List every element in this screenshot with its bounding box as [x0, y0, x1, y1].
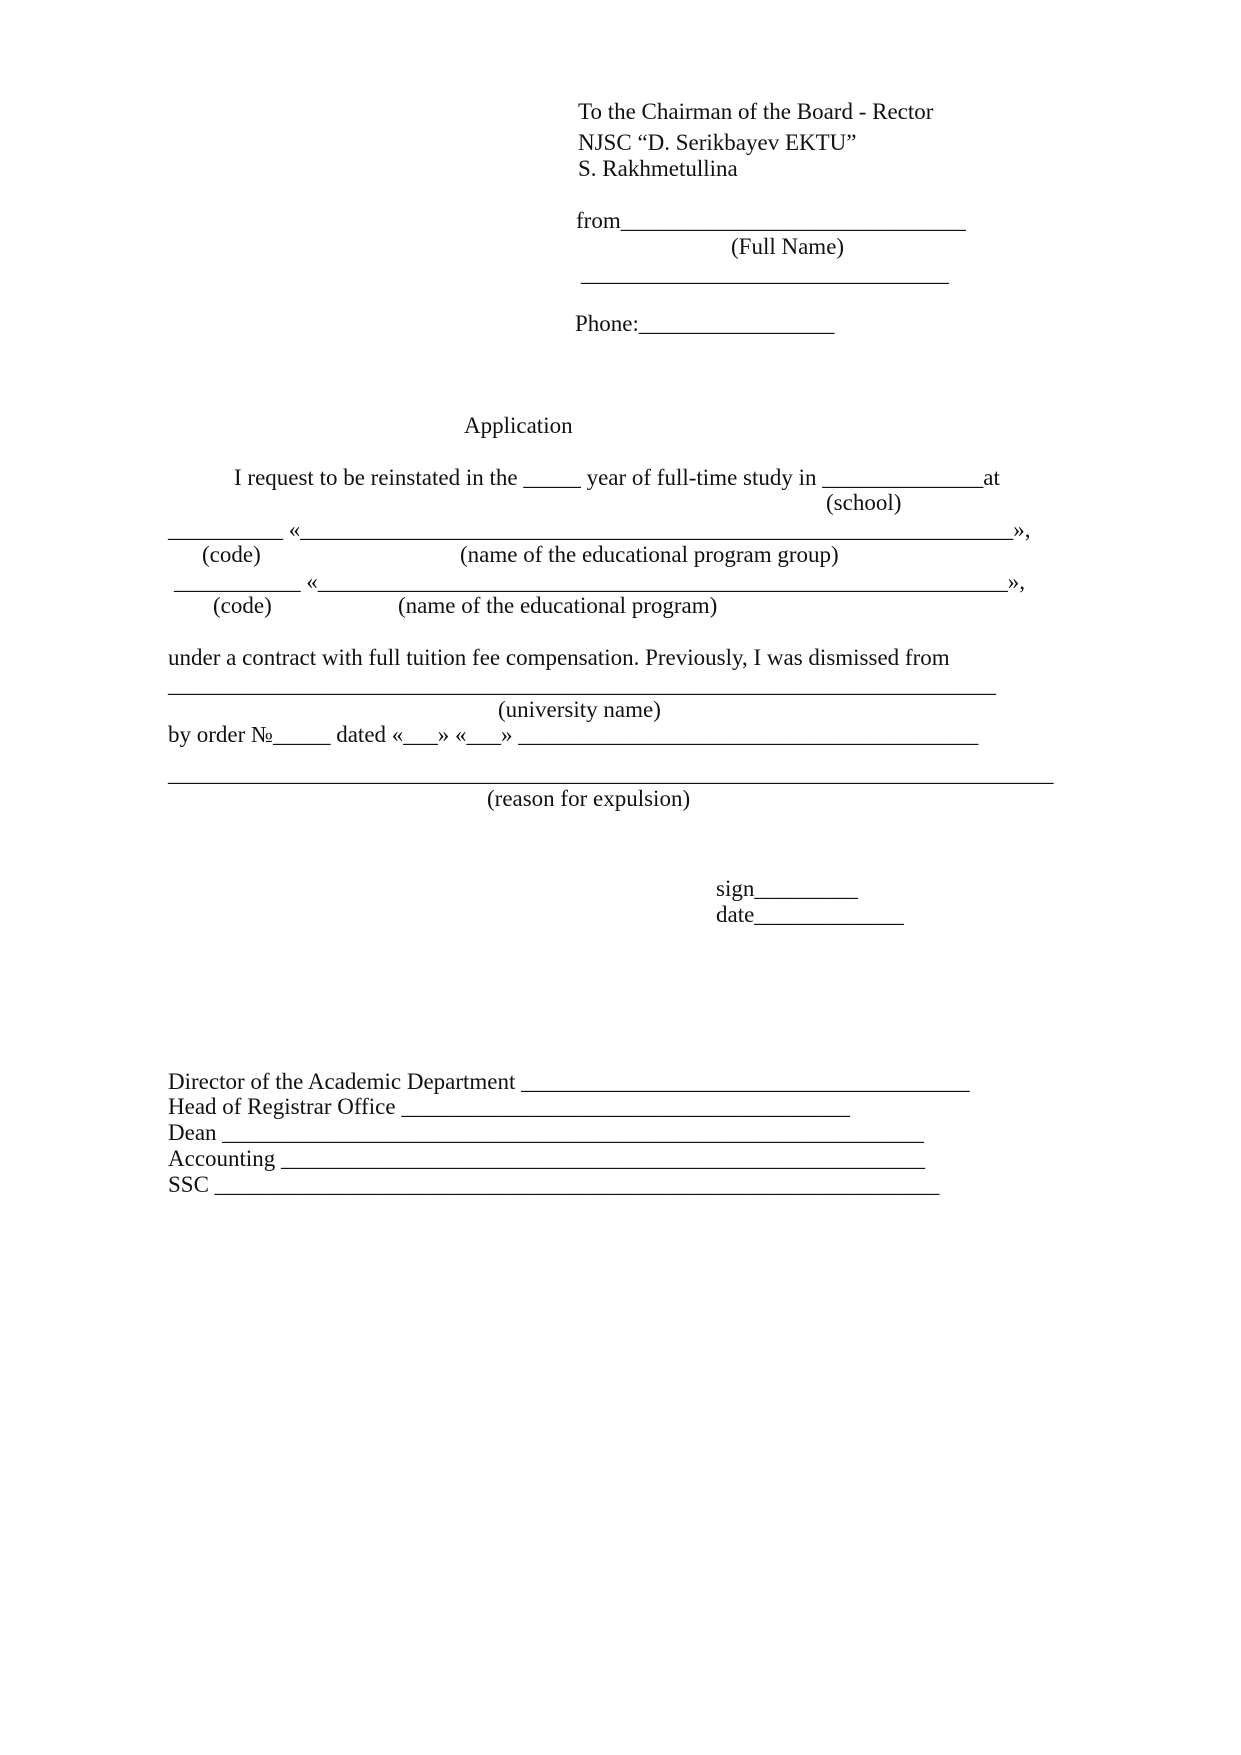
program-field[interactable]: ___________ «____________________________________________________________», [174, 569, 1025, 594]
date-field[interactable]: date_____________ [716, 902, 904, 927]
university-field[interactable]: ________________________________________________________________________ [168, 672, 996, 697]
code-caption-1: (code) [202, 542, 261, 567]
approval-registrar[interactable]: Head of Registrar Office _______________________________________ [168, 1094, 850, 1119]
program-caption: (name of the educational program) [398, 593, 718, 618]
full-name-caption: (Full Name) [731, 234, 845, 259]
program-group-field[interactable]: __________ «______________________________________________________________», [168, 517, 1031, 542]
reason-field[interactable]: _____________________________________________________________________________ [168, 761, 1054, 786]
from-field[interactable]: from______________________________ [576, 208, 966, 233]
code-caption-2: (code) [213, 593, 272, 618]
addressee-line-1: To the Chairman of the Board - Rector [578, 99, 934, 124]
university-caption: (university name) [498, 697, 661, 722]
school-caption: (school) [826, 490, 902, 515]
addressee-line-2: NJSC “D. Serikbayev EKTU” [578, 130, 857, 155]
approval-director[interactable]: Director of the Academic Department _______________________________________ [168, 1069, 970, 1094]
contract-line: under a contract with full tuition fee compensation. Previously, I was dismissed from [168, 645, 950, 670]
phone-field[interactable]: Phone:_________________ [575, 311, 835, 336]
order-line[interactable]: by order №_____ dated «___» «___» ________________________________________ [168, 722, 979, 747]
request-line[interactable]: I request to be reinstated in the _____ year of full-time study in ______________at [234, 465, 1000, 490]
document-title: Application [464, 413, 573, 438]
reason-caption: (reason for expulsion) [487, 786, 691, 811]
from-continuation-field[interactable]: ________________________________ [581, 261, 949, 286]
approval-dean[interactable]: Dean _____________________________________________________________ [168, 1120, 924, 1145]
program-group-caption: (name of the educational program group) [460, 542, 839, 567]
approval-accounting[interactable]: Accounting ________________________________________________________ [168, 1146, 926, 1171]
approval-ssc[interactable]: SSC _______________________________________________________________ [168, 1172, 940, 1197]
sign-field[interactable]: sign_________ [716, 876, 858, 901]
addressee-line-3: S. Rakhmetullina [578, 156, 738, 181]
